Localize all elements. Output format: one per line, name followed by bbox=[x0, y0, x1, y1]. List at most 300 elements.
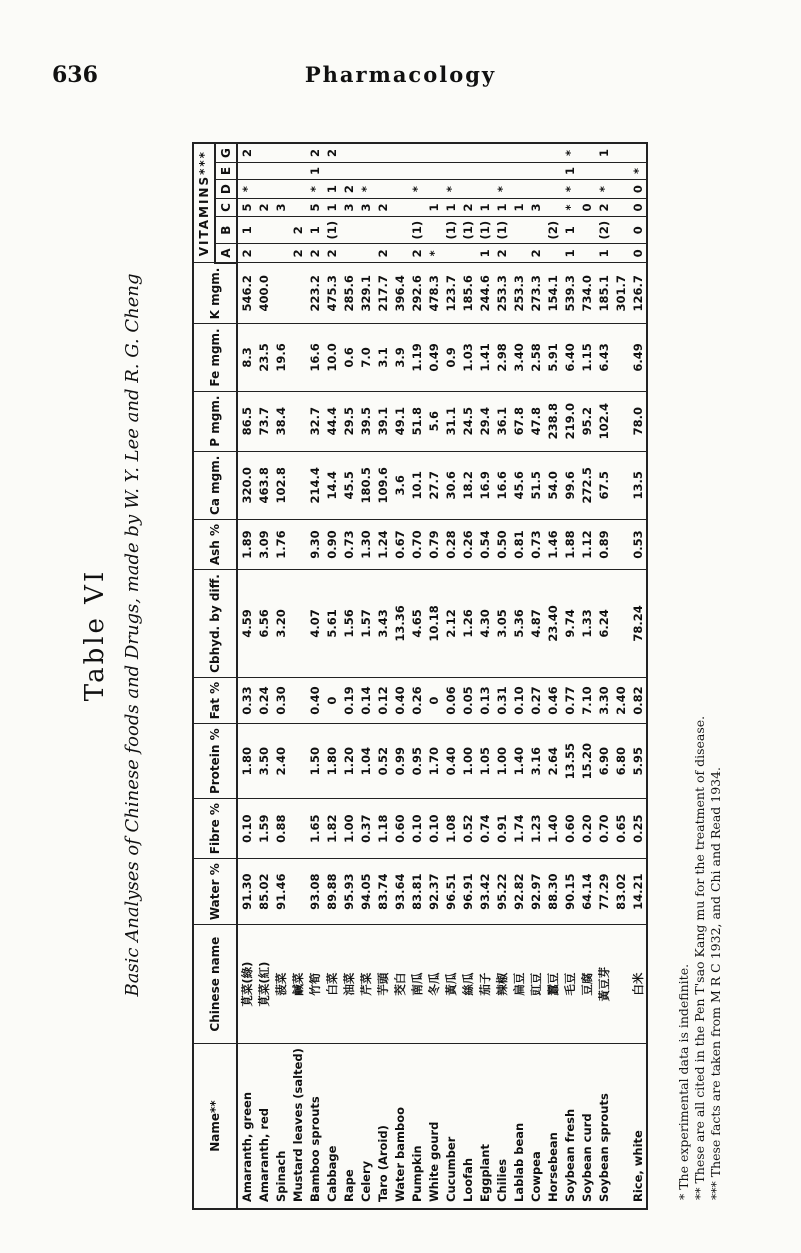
cell-b: 1 bbox=[237, 216, 255, 244]
cell-g bbox=[510, 143, 527, 162]
table-body bbox=[237, 143, 647, 1209]
footnote: *** These facts are taken from M R C 1932, and Chi and Read 1934. bbox=[708, 766, 723, 1200]
cell-p bbox=[289, 391, 306, 451]
cell-c: 3 bbox=[340, 199, 357, 217]
cell-ash: 1.30 bbox=[357, 519, 374, 569]
cell-cbhyd: 1.56 bbox=[340, 570, 357, 678]
header-chinese: Chinese name bbox=[193, 925, 237, 1044]
cell-fe: 6.43 bbox=[595, 324, 612, 391]
cell-cbhyd: 6.24 bbox=[595, 570, 612, 678]
cell-p: 238.8 bbox=[544, 391, 561, 451]
cell-b: (1) bbox=[408, 216, 425, 244]
cell-protein: 1.05 bbox=[476, 724, 493, 799]
cell-protein: 1.80 bbox=[237, 724, 255, 799]
cell-p: 47.8 bbox=[527, 391, 544, 451]
cell-c bbox=[408, 199, 425, 217]
cell-name: Mustard leaves (salted) bbox=[289, 1044, 306, 1209]
cell-water: 93.42 bbox=[476, 859, 493, 925]
table-row bbox=[374, 143, 391, 1209]
cell-chinese: 芋頭 bbox=[374, 925, 391, 1044]
cell-ca: 320.0 bbox=[237, 451, 255, 519]
cell-fibre: 1.00 bbox=[340, 799, 357, 859]
cell-ash bbox=[612, 519, 629, 569]
cell-fe: 10.0 bbox=[323, 324, 340, 391]
table-row bbox=[459, 143, 476, 1209]
footnote: ** These are all cited in the Pen T'sao Kang mu for the treatment of disease. bbox=[692, 715, 707, 1200]
cell-c: 0 bbox=[578, 199, 595, 217]
cell-fat: 0 bbox=[323, 677, 340, 724]
cell-fat: 0.40 bbox=[391, 677, 408, 724]
table-row bbox=[272, 143, 289, 1209]
cell-fat: 3.30 bbox=[595, 677, 612, 724]
cell-chinese: 鹹菜 bbox=[289, 925, 306, 1044]
cell-b bbox=[612, 216, 629, 244]
cell-name: Chilies bbox=[493, 1044, 510, 1209]
cell-e bbox=[612, 162, 629, 179]
cell-e bbox=[323, 162, 340, 179]
cell-g bbox=[493, 143, 510, 162]
cell-d: * bbox=[237, 180, 255, 199]
cell-name: Amaranth, green bbox=[237, 1044, 255, 1209]
cell-fe: 1.19 bbox=[408, 324, 425, 391]
table-row bbox=[323, 143, 340, 1209]
cell-a: 1 bbox=[595, 244, 612, 263]
cell-fat: 0.33 bbox=[237, 677, 255, 724]
cell-ca: 13.5 bbox=[629, 451, 647, 519]
cell-fe: 16.6 bbox=[306, 324, 323, 391]
cell-p: 24.5 bbox=[459, 391, 476, 451]
cell-cbhyd bbox=[612, 570, 629, 678]
cell-name: Soybean sprouts bbox=[595, 1044, 612, 1209]
cell-fibre: 1.59 bbox=[255, 799, 272, 859]
cell-name: Eggplant bbox=[476, 1044, 493, 1209]
cell-d: * bbox=[306, 180, 323, 199]
cell-ca: 27.7 bbox=[425, 451, 442, 519]
cell-c bbox=[391, 199, 408, 217]
cell-g bbox=[442, 143, 459, 162]
cell-e bbox=[237, 162, 255, 179]
cell-k: 253.3 bbox=[510, 263, 527, 324]
cell-water: 92.37 bbox=[425, 859, 442, 925]
cell-c: 2 bbox=[459, 199, 476, 217]
cell-fe: 1.15 bbox=[578, 324, 595, 391]
cell-c: 1 bbox=[323, 199, 340, 217]
cell-k: 244.6 bbox=[476, 263, 493, 324]
cell-ash: 0.26 bbox=[459, 519, 476, 569]
table-row bbox=[425, 143, 442, 1209]
cell-name: Rice, white bbox=[629, 1044, 647, 1209]
cell-ca: 14.4 bbox=[323, 451, 340, 519]
cell-fe: 3.40 bbox=[510, 324, 527, 391]
cell-fe: 6.40 bbox=[561, 324, 578, 391]
cell-a bbox=[578, 244, 595, 263]
cell-fat: 0.10 bbox=[510, 677, 527, 724]
cell-protein: 6.90 bbox=[595, 724, 612, 799]
cell-protein: 15.20 bbox=[578, 724, 595, 799]
cell-name: Horsebean bbox=[544, 1044, 561, 1209]
cell-b: 2 bbox=[289, 216, 306, 244]
cell-d bbox=[289, 180, 306, 199]
cell-fibre: 0.60 bbox=[391, 799, 408, 859]
cell-chinese bbox=[612, 925, 629, 1044]
cell-name: Water bamboo bbox=[391, 1044, 408, 1209]
table-row bbox=[595, 143, 612, 1209]
cell-k: 400.0 bbox=[255, 263, 272, 324]
cell-fat: 0.27 bbox=[527, 677, 544, 724]
page-number: 636 bbox=[52, 62, 98, 88]
cell-name: Lablab bean bbox=[510, 1044, 527, 1209]
cell-water: 88.30 bbox=[544, 859, 561, 925]
cell-b: 1 bbox=[561, 216, 578, 244]
header-fat: Fat % bbox=[193, 677, 237, 724]
cell-fat: 2.40 bbox=[612, 677, 629, 724]
cell-d: * bbox=[561, 180, 578, 199]
cell-c: 2 bbox=[595, 199, 612, 217]
cell-b bbox=[510, 216, 527, 244]
cell-k: 396.4 bbox=[391, 263, 408, 324]
cell-p: 38.4 bbox=[272, 391, 289, 451]
cell-d: * bbox=[442, 180, 459, 199]
header-vit-c: C bbox=[215, 199, 237, 217]
cell-protein: 1.20 bbox=[340, 724, 357, 799]
cell-fibre: 0.37 bbox=[357, 799, 374, 859]
cell-b: (1) bbox=[459, 216, 476, 244]
cell-cbhyd: 3.05 bbox=[493, 570, 510, 678]
cell-cbhyd: 5.61 bbox=[323, 570, 340, 678]
cell-b bbox=[374, 216, 391, 244]
cell-ca: 67.5 bbox=[595, 451, 612, 519]
cell-cbhyd: 4.65 bbox=[408, 570, 425, 678]
cell-ash: 1.89 bbox=[237, 519, 255, 569]
cell-ash bbox=[289, 519, 306, 569]
cell-ca: 109.6 bbox=[374, 451, 391, 519]
header-vit-a: A bbox=[215, 244, 237, 263]
cell-fe: 1.41 bbox=[476, 324, 493, 391]
table-row bbox=[289, 143, 306, 1209]
cell-k: 734.0 bbox=[578, 263, 595, 324]
cell-chinese: 冬瓜 bbox=[425, 925, 442, 1044]
cell-k: 546.2 bbox=[237, 263, 255, 324]
cell-ash: 3.09 bbox=[255, 519, 272, 569]
cell-a: 2 bbox=[323, 244, 340, 263]
cell-k: 292.6 bbox=[408, 263, 425, 324]
cell-fe: 0.49 bbox=[425, 324, 442, 391]
cell-ca: 30.6 bbox=[442, 451, 459, 519]
cell-e bbox=[493, 162, 510, 179]
cell-ash: 0.50 bbox=[493, 519, 510, 569]
cell-a bbox=[442, 244, 459, 263]
cell-e: 1 bbox=[561, 162, 578, 179]
cell-a bbox=[340, 244, 357, 263]
cell-c bbox=[544, 199, 561, 217]
cell-fe: 19.6 bbox=[272, 324, 289, 391]
cell-protein: 5.95 bbox=[629, 724, 647, 799]
cell-water: 91.30 bbox=[237, 859, 255, 925]
cell-water: 14.21 bbox=[629, 859, 647, 925]
cell-ash: 0.73 bbox=[340, 519, 357, 569]
header-vitamins: VITAMINS*** bbox=[193, 143, 215, 263]
cell-p: 102.4 bbox=[595, 391, 612, 451]
cell-ash: 1.76 bbox=[272, 519, 289, 569]
cell-fat: 0.14 bbox=[357, 677, 374, 724]
cell-k: 154.1 bbox=[544, 263, 561, 324]
cell-water: 93.64 bbox=[391, 859, 408, 925]
cell-fibre: 0.10 bbox=[425, 799, 442, 859]
cell-protein: 1.04 bbox=[357, 724, 374, 799]
cell-name: Celery bbox=[357, 1044, 374, 1209]
cell-g bbox=[272, 143, 289, 162]
cell-water: 85.02 bbox=[255, 859, 272, 925]
cell-name: Soybean curd bbox=[578, 1044, 595, 1209]
cell-k: 475.3 bbox=[323, 263, 340, 324]
cell-ash: 1.46 bbox=[544, 519, 561, 569]
cell-k: 285.6 bbox=[340, 263, 357, 324]
cell-name: Spinach bbox=[272, 1044, 289, 1209]
cell-fibre: 0.20 bbox=[578, 799, 595, 859]
header-name: Name** bbox=[193, 1044, 237, 1209]
cell-e bbox=[272, 162, 289, 179]
header-water: Water % bbox=[193, 859, 237, 925]
table-row bbox=[629, 143, 647, 1209]
cell-fibre: 0.10 bbox=[408, 799, 425, 859]
cell-protein: 1.70 bbox=[425, 724, 442, 799]
table-caption: Basic Analyses of Chinese foods and Drugs, made by W. Y. Lee and R. G. Cheng bbox=[122, 273, 143, 997]
cell-d: 0 bbox=[629, 180, 647, 199]
analysis-table bbox=[192, 142, 648, 1210]
cell-b bbox=[255, 216, 272, 244]
cell-cbhyd: 1.57 bbox=[357, 570, 374, 678]
cell-fe: 1.03 bbox=[459, 324, 476, 391]
cell-k: 301.7 bbox=[612, 263, 629, 324]
cell-e bbox=[578, 162, 595, 179]
cell-fat: 0.12 bbox=[374, 677, 391, 724]
cell-fat: 0.77 bbox=[561, 677, 578, 724]
cell-name: White gourd bbox=[425, 1044, 442, 1209]
cell-p: 219.0 bbox=[561, 391, 578, 451]
cell-p: 95.2 bbox=[578, 391, 595, 451]
cell-fe: 0.9 bbox=[442, 324, 459, 391]
cell-fibre: 1.08 bbox=[442, 799, 459, 859]
cell-water: 77.29 bbox=[595, 859, 612, 925]
cell-chinese: 茭白 bbox=[391, 925, 408, 1044]
cell-g bbox=[425, 143, 442, 162]
cell-cbhyd: 4.07 bbox=[306, 570, 323, 678]
cell-protein: 2.64 bbox=[544, 724, 561, 799]
cell-p: 36.1 bbox=[493, 391, 510, 451]
cell-ca: 463.8 bbox=[255, 451, 272, 519]
cell-g: 2 bbox=[323, 143, 340, 162]
cell-d: * bbox=[595, 180, 612, 199]
cell-g bbox=[578, 143, 595, 162]
cell-d: * bbox=[357, 180, 374, 199]
cell-a: * bbox=[425, 244, 442, 263]
cell-p: 39.5 bbox=[357, 391, 374, 451]
cell-fat: 0 bbox=[425, 677, 442, 724]
header-vit-g: G bbox=[215, 143, 237, 162]
cell-fibre: 1.65 bbox=[306, 799, 323, 859]
cell-ca: 16.9 bbox=[476, 451, 493, 519]
cell-a bbox=[459, 244, 476, 263]
cell-p: 31.1 bbox=[442, 391, 459, 451]
cell-name bbox=[612, 1044, 629, 1209]
cell-k: 478.3 bbox=[425, 263, 442, 324]
cell-c: 2 bbox=[374, 199, 391, 217]
cell-p: 29.5 bbox=[340, 391, 357, 451]
cell-a: 2 bbox=[237, 244, 255, 263]
cell-chinese: 茄子 bbox=[476, 925, 493, 1044]
cell-name: Cowpea bbox=[527, 1044, 544, 1209]
cell-chinese: 扁豆 bbox=[510, 925, 527, 1044]
cell-b bbox=[527, 216, 544, 244]
cell-cbhyd: 78.24 bbox=[629, 570, 647, 678]
cell-fe: 8.3 bbox=[237, 324, 255, 391]
table-row bbox=[476, 143, 493, 1209]
cell-cbhyd: 3.20 bbox=[272, 570, 289, 678]
cell-ash: 0.28 bbox=[442, 519, 459, 569]
cell-p: 5.6 bbox=[425, 391, 442, 451]
cell-c: 1 bbox=[476, 199, 493, 217]
cell-protein: 1.50 bbox=[306, 724, 323, 799]
cell-fe: 23.5 bbox=[255, 324, 272, 391]
table-row bbox=[612, 143, 629, 1209]
cell-e bbox=[544, 162, 561, 179]
cell-g bbox=[629, 143, 647, 162]
cell-d bbox=[272, 180, 289, 199]
cell-ca: 180.5 bbox=[357, 451, 374, 519]
cell-protein: 0.52 bbox=[374, 724, 391, 799]
cell-k: 539.3 bbox=[561, 263, 578, 324]
cell-name: Taro (Aroid) bbox=[374, 1044, 391, 1209]
cell-c: 3 bbox=[272, 199, 289, 217]
cell-a bbox=[391, 244, 408, 263]
cell-chinese: 辣椒 bbox=[493, 925, 510, 1044]
cell-a: 2 bbox=[306, 244, 323, 263]
cell-fibre: 0.25 bbox=[629, 799, 647, 859]
cell-name: Loofah bbox=[459, 1044, 476, 1209]
cell-chinese: 莧菜(紅) bbox=[255, 925, 272, 1044]
cell-c: 3 bbox=[527, 199, 544, 217]
cell-protein: 13.55 bbox=[561, 724, 578, 799]
cell-water: 89.88 bbox=[323, 859, 340, 925]
cell-d bbox=[612, 180, 629, 199]
cell-e bbox=[425, 162, 442, 179]
header-ash: Ash % bbox=[193, 519, 237, 569]
cell-d bbox=[578, 180, 595, 199]
cell-p: 67.8 bbox=[510, 391, 527, 451]
cell-a: 2 bbox=[408, 244, 425, 263]
cell-fibre: 0.52 bbox=[459, 799, 476, 859]
cell-name: Cucumber bbox=[442, 1044, 459, 1209]
header-fibre: Fibre % bbox=[193, 799, 237, 859]
header-p: P mgm. bbox=[193, 391, 237, 451]
cell-c: * bbox=[561, 199, 578, 217]
table-label: Table VI bbox=[80, 568, 110, 702]
cell-name: Rape bbox=[340, 1044, 357, 1209]
cell-a: 1 bbox=[476, 244, 493, 263]
cell-ash: 0.54 bbox=[476, 519, 493, 569]
cell-a: 2 bbox=[527, 244, 544, 263]
cell-ash: 1.24 bbox=[374, 519, 391, 569]
cell-p: 44.4 bbox=[323, 391, 340, 451]
cell-p: 78.0 bbox=[629, 391, 647, 451]
cell-c: 1 bbox=[493, 199, 510, 217]
cell-g: * bbox=[561, 143, 578, 162]
cell-water: 95.22 bbox=[493, 859, 510, 925]
cell-ash: 1.88 bbox=[561, 519, 578, 569]
cell-ca: 102.8 bbox=[272, 451, 289, 519]
cell-e bbox=[510, 162, 527, 179]
header-vit-d: D bbox=[215, 180, 237, 199]
cell-water: 83.81 bbox=[408, 859, 425, 925]
cell-fibre: 0.74 bbox=[476, 799, 493, 859]
cell-chinese: 竹筍 bbox=[306, 925, 323, 1044]
cell-k bbox=[289, 263, 306, 324]
rotated-table-block bbox=[80, 60, 730, 1210]
cell-d bbox=[510, 180, 527, 199]
cell-ash: 0.89 bbox=[595, 519, 612, 569]
cell-a: 2 bbox=[493, 244, 510, 263]
cell-fe: 0.6 bbox=[340, 324, 357, 391]
cell-k: 217.7 bbox=[374, 263, 391, 324]
cell-b: 0 bbox=[629, 216, 647, 244]
cell-water: 83.74 bbox=[374, 859, 391, 925]
cell-d bbox=[425, 180, 442, 199]
cell-fibre: 0.10 bbox=[237, 799, 255, 859]
cell-fe: 3.9 bbox=[391, 324, 408, 391]
cell-name: Soybean fresh bbox=[561, 1044, 578, 1209]
cell-a bbox=[544, 244, 561, 263]
cell-ash: 0.67 bbox=[391, 519, 408, 569]
cell-g bbox=[612, 143, 629, 162]
cell-e: 1 bbox=[306, 162, 323, 179]
header-cbhyd: Cbhyd. by diff. bbox=[193, 570, 237, 678]
cell-protein: 3.50 bbox=[255, 724, 272, 799]
cell-fibre: 0.60 bbox=[561, 799, 578, 859]
cell-cbhyd: 4.30 bbox=[476, 570, 493, 678]
cell-chinese: 毛豆 bbox=[561, 925, 578, 1044]
table-row bbox=[408, 143, 425, 1209]
cell-water: 93.08 bbox=[306, 859, 323, 925]
cell-water: 96.91 bbox=[459, 859, 476, 925]
cell-b: 1 bbox=[306, 216, 323, 244]
cell-c: 5 bbox=[306, 199, 323, 217]
cell-chinese: 菠菜 bbox=[272, 925, 289, 1044]
cell-fe: 6.49 bbox=[629, 324, 647, 391]
cell-e bbox=[391, 162, 408, 179]
cell-cbhyd: 9.74 bbox=[561, 570, 578, 678]
cell-g bbox=[374, 143, 391, 162]
cell-b: (1) bbox=[476, 216, 493, 244]
cell-water: 83.02 bbox=[612, 859, 629, 925]
header-k: K mgm. bbox=[193, 263, 237, 324]
cell-cbhyd: 4.59 bbox=[237, 570, 255, 678]
table-row bbox=[306, 143, 323, 1209]
cell-g bbox=[544, 143, 561, 162]
cell-chinese: 芹菜 bbox=[357, 925, 374, 1044]
cell-fat bbox=[289, 677, 306, 724]
table-row bbox=[237, 143, 255, 1209]
cell-fat: 0.26 bbox=[408, 677, 425, 724]
cell-ash: 0.90 bbox=[323, 519, 340, 569]
cell-e bbox=[374, 162, 391, 179]
cell-k: 253.3 bbox=[493, 263, 510, 324]
cell-a bbox=[357, 244, 374, 263]
cell-cbhyd: 10.18 bbox=[425, 570, 442, 678]
cell-cbhyd: 13.36 bbox=[391, 570, 408, 678]
cell-e: * bbox=[629, 162, 647, 179]
cell-b bbox=[357, 216, 374, 244]
header-vit-b: B bbox=[215, 216, 237, 244]
